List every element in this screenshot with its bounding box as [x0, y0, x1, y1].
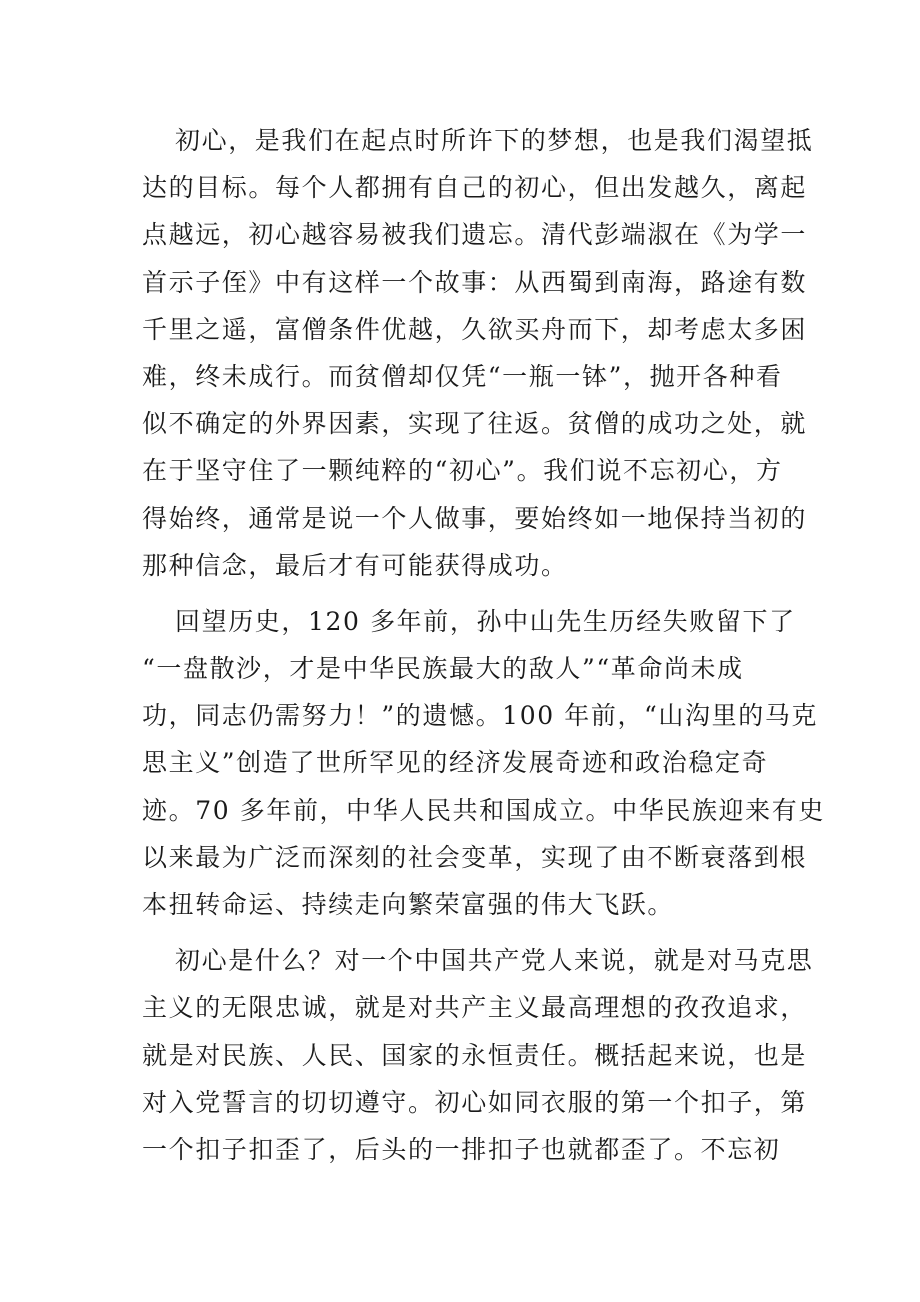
paragraph-1 [142, 117, 814, 589]
text-line: 对入党誓言的切切遵守。初心如同衣服的第一个扣子，第 [142, 1087, 808, 1117]
text-line: 以来最为广泛而深刻的社会变革，实现了由不断衰落到根 [142, 842, 808, 872]
text-line: 在于坚守住了一颗纯粹的“初心”。我们说不忘初心，方 [142, 456, 783, 486]
text-line: 得始终，通常是说一个人做事，要始终如一地保持当初的 [142, 503, 808, 533]
document-body [142, 117, 825, 1182]
paragraph-3 [142, 937, 814, 1173]
text-line: 点越远，初心越容易被我们遗忘。清代彭端淑在《为学一 [142, 220, 808, 250]
text-line: 达的目标。每个人都拥有自己的初心，但出发越久，离起 [142, 173, 808, 203]
text-line: 初心是什么？对一个中国共产党人来说，就是对马克思 [175, 946, 814, 976]
paragraph-2 [142, 598, 825, 928]
text-line: 初心，是我们在起点时所许下的梦想，也是我们渴望抵 [175, 126, 814, 155]
text-line: 千里之遥，富僧条件优越，久欲买舟而下，却考虑太多困 [142, 314, 808, 344]
text-line: 那种信念，最后才有可能获得成功。 [142, 550, 568, 580]
text-line: 本扭转命运、持续走向繁荣富强的伟大飞跃。 [142, 890, 675, 919]
text-line: 首示子侄》中有这样一个故事：从西蜀到南海，路途有数 [142, 267, 808, 297]
text-line: 迹。70 多年前，中华人民共和国成立。中华民族迎来有史 [142, 795, 825, 825]
text-line: 似不确定的外界因素，实现了往返。贫僧的成功之处，就 [142, 409, 808, 439]
text-line: 功，同志仍需努力！”的遗憾。100 年前，“山沟里的马克 [142, 701, 819, 731]
text-line: 难，终未成行。而贫僧却仅凭“一瓶一钵”，抛开各种看 [142, 361, 783, 391]
text-line: 回望历史，120 多年前，孙中山先生历经失败留下了 [175, 606, 796, 636]
text-line: “一盘散沙，才是中华民族最大的敌人”“革命尚未成 [142, 654, 744, 684]
text-line: 就是对民族、人民、国家的永恒责任。概括起来说，也是 [142, 1040, 808, 1070]
text-line: 主义的无限忠诚，就是对共产主义最高理想的孜孜追求， [142, 993, 808, 1023]
text-line: 一个扣子扣歪了，后头的一排扣子也就都歪了。不忘初 [142, 1134, 781, 1164]
text-line: 思主义”创造了世所罕见的经济发展奇迹和政治稳定奇 [142, 748, 769, 778]
